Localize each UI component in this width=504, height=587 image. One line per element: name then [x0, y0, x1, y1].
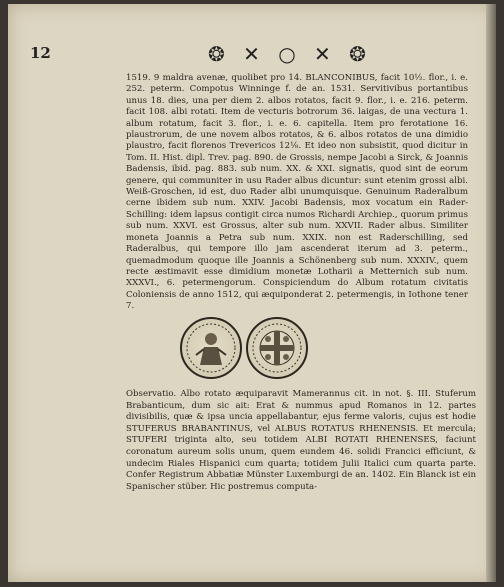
book-page: [8, 4, 496, 582]
header-ornament: ❂ ✕ ○ ✕ ❂: [208, 42, 372, 66]
coin-illustrations: [180, 317, 310, 379]
coin-reverse-drawing: [248, 319, 306, 377]
coin-obverse-drawing: [182, 319, 240, 377]
page-number: 12: [30, 44, 51, 62]
page-header: [8, 42, 496, 66]
observatio-paragraph-block: [126, 389, 476, 493]
coin-reverse-icon: [246, 317, 308, 379]
page-edge-shadow: [486, 4, 496, 582]
main-paragraph-block: [126, 73, 468, 313]
observatio-paragraph: Observatio. Albo rotato æquiparavit Mamerannus cit. in not. §. III. Stuferum Brabanticum, dum sic ait: Erat & nummus apud Romanos in 12. partes divisibilis, quæ & ipsa uncia appellabantur, ejus ferme valoris, cujus est hodie STUFERUS BRABANTINUS, vel ALBUS ROTATUS RHENENSIS. Et mercula; STUFERI triginta alto, seu totidem ALBI ROTATI RHENENSES, faciunt coronatum aureum solis unum, quem eundem 46. solidi Francici efficiunt, & undecim Riales Hispanici cum quarta; totidem Julii Italici cum quarta parte. Confer Registrum Abbatiæ Münster Luxemburgi de an. 1402. Ein Blanck ist ein Spanischer stüber. Hic postremus computa-: [126, 389, 476, 492]
coin-obverse-icon: [180, 317, 242, 379]
main-paragraph: 1519. 9 maldra avenæ, quolibet pro 14. BLANCONIBUS, facit 10½. flor., i. e. 252. peterm. Compotus Winninge f. de an. 1531. Servitivibus portantibus unus 18. dies, una per diem 2. albos rotatos, facit 9. flor., i. e. 216. peterm. facit 108. albi rotati. Item de vecturis botrorum 36. laigas, de una vectura 1. album rotatum, facit 3. flor., i. e. 6. capitella. Item pro ferotatione 16. plaustrorum, de une novem albos rotatos, & 6. albos rotatos de una dimidio plaustro, facit florenos Trevericos 12⅛. Et ideo non subsistit, quod dicitur in Tom. II. Hist. dipl. Trev. pag. 890. de Grossis, nempe Jacobi a Sirck, & Joannis Badensis, ibid. pag. 883. sub num. XX. & XXI. signatis, quod sint de eorum genere, qui communiter in usu Rader albus dicuntur: sunt etenim grossi albi. Weiß-Groschen, id est, duo Rader albi unumquisque. Genuinum Raderalbum cerne ibidem sub num. XXIV. Jacobi Badensis, mox vocatum ein Rader-Schilling: idem lapsus contigit circa numos Richardi Archiep., quorum primus sub num. XXVI. est Grossus, alter sub num. XXVII. Rader albus. Similiter moneta Joannis a Petra sub num. XXIX. non est Raderschilling, sed Raderalbus, qui tempore illo jam ascenderat iterum ad 3. peterm., quemadmodum quoque ille Joannis a Schönenberg sub num. XXXIV., quem recte æstimavit esse dimidium monetæ Lotharii a Metternich sub num. XXXVI., 6. petermengorum. Conspiciendum do Album rotatum civitatis Coloniensis de anno 1512, qui æquiponderat 2. petermengis, in Iothone tener 7.: [126, 73, 468, 312]
